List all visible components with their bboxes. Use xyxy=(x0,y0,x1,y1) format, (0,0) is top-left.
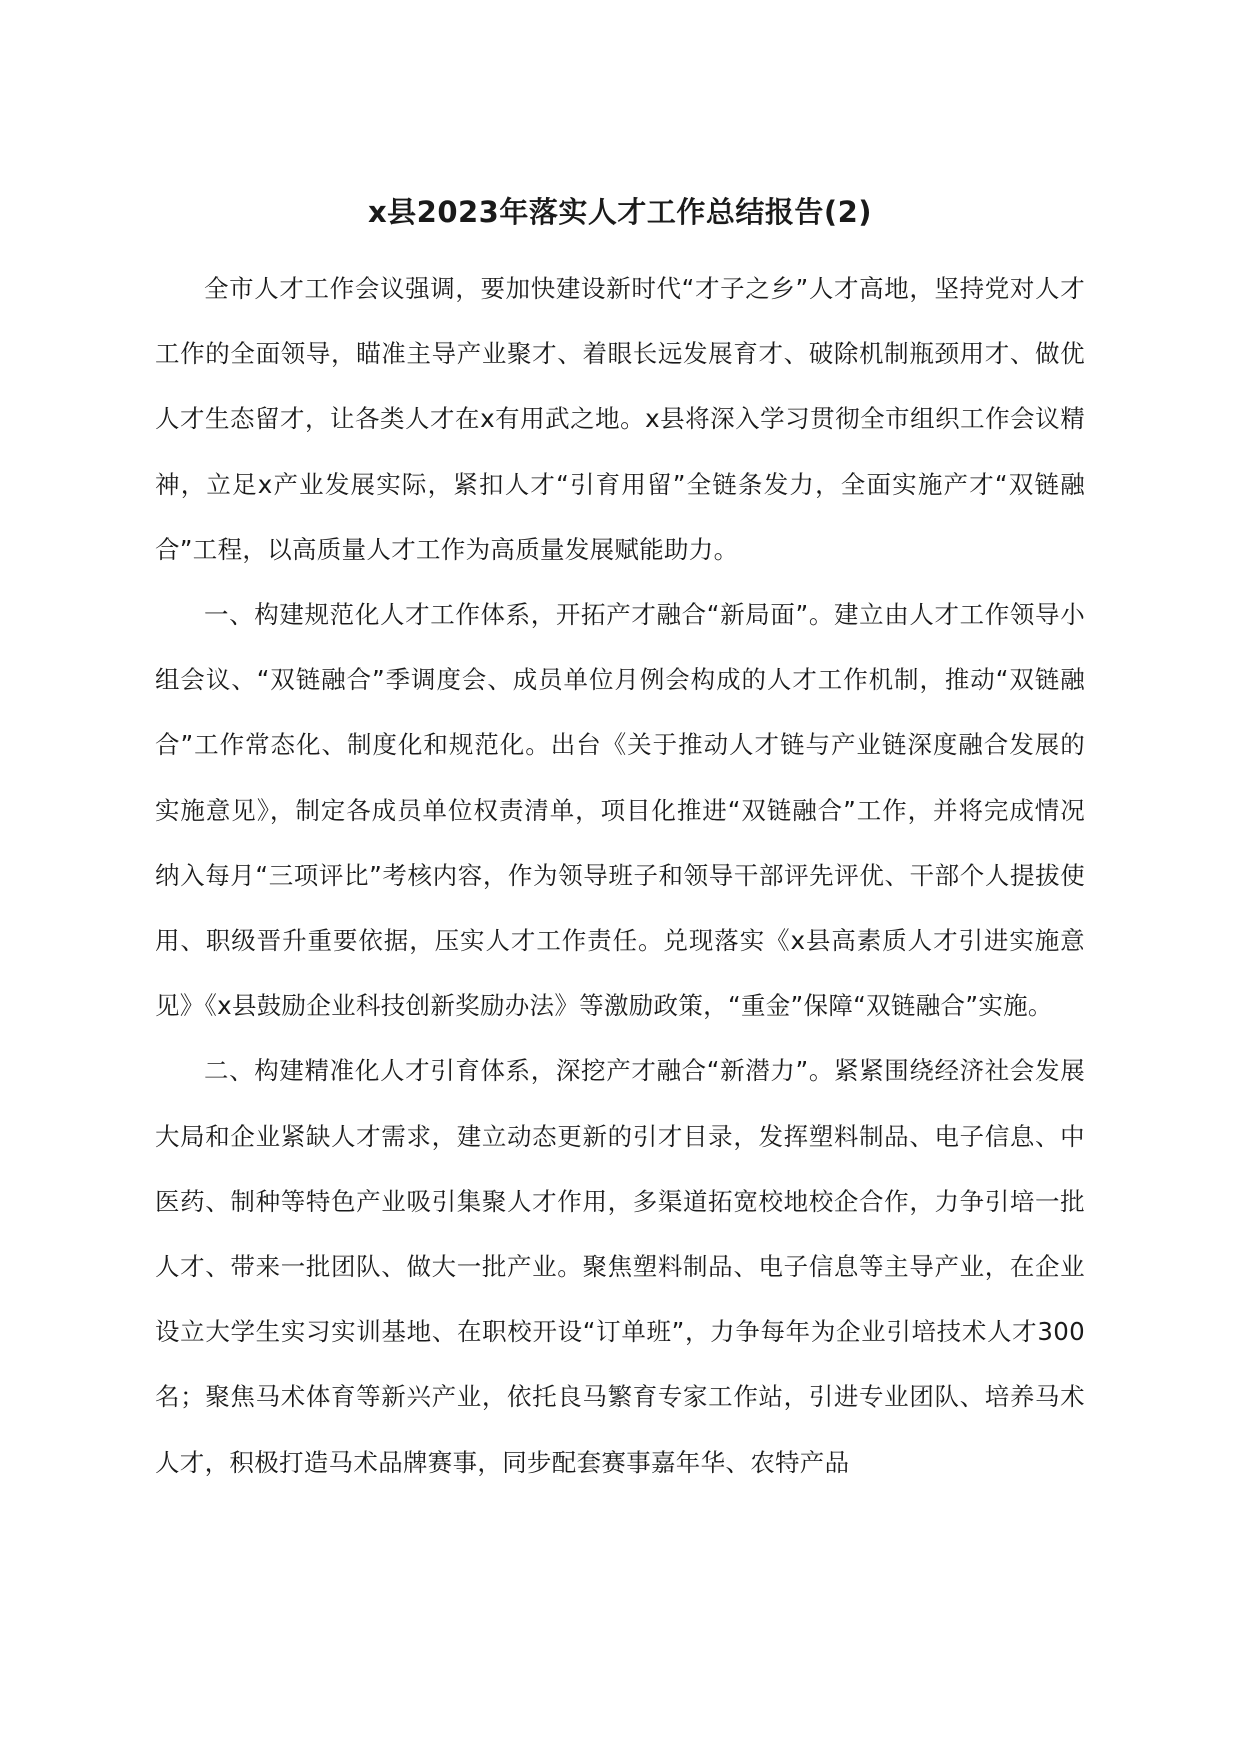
paragraph-section-two: 二、构建精准化人才引育体系，深挖产才融合“新潜力”。紧紧围绕经济社会发展大局和企业紧缺人才需求，建立动态更新的引才目录，发挥塑料制品、电子信息、中医药、制种等特色产业吸引集聚人才作用，多渠道拓宽校地校企合作，力争引培一批人才、带来一批团队、做大一批产业。聚焦塑料制品、电子信息等主导产业，在企业设立大学生实习实训基地、在职校开设“订单班”，力争每年为企业引培技术人才300名；聚焦马术体育等新兴产业，依托良马繁育专家工作站，引进专业团队、培养马术人才，积极打造马术品牌赛事，同步配套赛事嘉年华、农特产品 xyxy=(155,1056,1085,1477)
paragraph-section-one: 一、构建规范化人才工作体系，开拓产才融合“新局面”。建立由人才工作领导小组会议、“双链融合”季调度会、成员单位月例会构成的人才工作机制，推动“双链融合”工作常态化、制度化和规范化。出台《关于推动人才链与产业链深度融合发展的实施意见》，制定各成员单位权责清单，项目化推进“双链融合”工作，并将完成情况纳入每月“三项评比”考核内容，作为领导班子和领导干部评先评优、干部个人提拔使用、职级晋升重要依据，压实人才工作责任。兑现落实《x县高素质人才引进实施意见》《x县鼓励企业科技创新奖励办法》等激励政策，“重金”保障“双链融合”实施。 xyxy=(155,600,1085,1021)
paragraph-intro: 全市人才工作会议强调，要加快建设新时代“才子之乡”人才高地，坚持党对人才工作的全面领导，瞄准主导产业聚才、着眼长远发展育才、破除机制瓶颈用才、做优人才生态留才，让各类人才在x有用武之地。x县将深入学习贯彻全市组织工作会议精神，立足x产业发展实际，紧扣人才“引育用留”全链条发力，全面实施产才“双链融合”工程，以高质量人才工作为高质量发展赋能助力。 xyxy=(155,274,1085,564)
document-body xyxy=(155,256,1085,1495)
document-title: x县2023年落实人才工作总结报告(2) xyxy=(367,195,873,229)
